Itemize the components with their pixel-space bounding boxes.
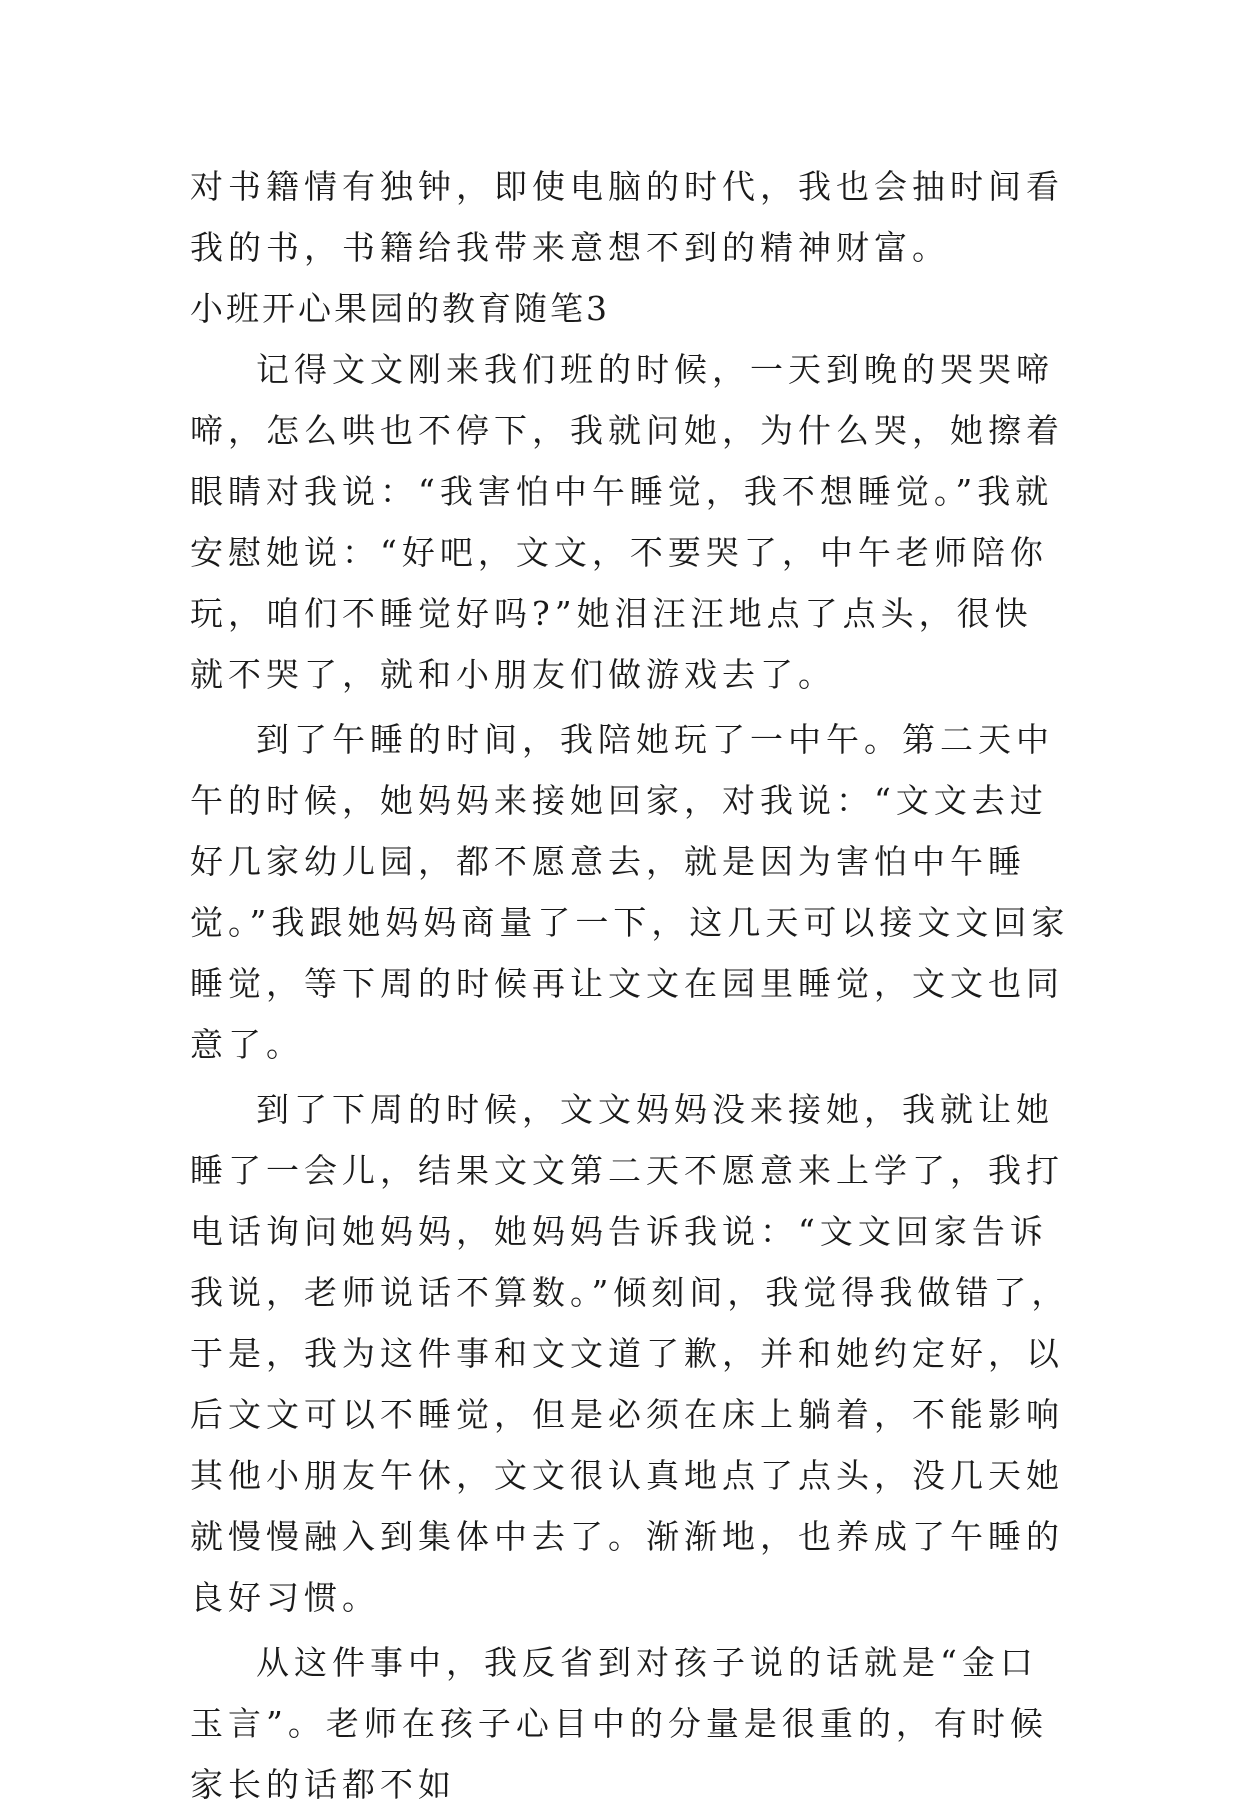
body-paragraph: 到了下周的时候，文文妈妈没来接她，我就让她睡了一会儿，结果文文第二天不愿意来上学了，我打电话询问她妈妈，她妈妈告诉我说：“文文回家告诉我说，老师说话不算数。”倾刻间，我觉得我做错了，于是，我为这件事和文文道了歉，并和她约定好，以后文文可以不睡觉，但是必须在床上躺着，不能影响其他小朋友午休，文文很认真地点了点头，没几天她就慢慢融入到集体中去了。渐渐地，也养成了午睡的良好习惯。 <box>190 1090 1070 1617</box>
document-body <box>190 156 1070 1815</box>
body-paragraph: 到了午睡的时间，我陪她玩了一中午。第二天中午的时候，她妈妈来接她回家，对我说：“文文去过好几家幼儿园，都不愿意去，就是因为害怕中午睡觉。”我跟她妈妈商量了一下，这几天可以接文文回家睡觉，等下周的时候再让文文在园里睡觉，文文也同意了。 <box>190 720 1070 1064</box>
body-paragraph: 从这件事中，我反省到对孩子说的话就是“金口玉言”。老师在孩子心目中的分量是很重的，有时候家长的话都不如 <box>190 1643 1048 1804</box>
section-title: 小班开心果园的教育随笔3 <box>190 289 610 328</box>
body-paragraph: 记得文文刚来我们班的时候，一天到晚的哭哭啼啼，怎么哄也不停下，我就问她，为什么哭，她擦着眼睛对我说：“我害怕中午睡觉，我不想睡觉。”我就安慰她说：“好吧，文文，不要哭了，中午老师陪你玩，咱们不睡觉好吗?”她泪汪汪地点了点头，很快就不哭了，就和小朋友们做游戏去了。 <box>190 350 1064 694</box>
intro-paragraph: 对书籍情有独钟，即使电脑的时代，我也会抽时间看我的书，书籍给我带来意想不到的精神财富。 <box>190 167 1064 267</box>
